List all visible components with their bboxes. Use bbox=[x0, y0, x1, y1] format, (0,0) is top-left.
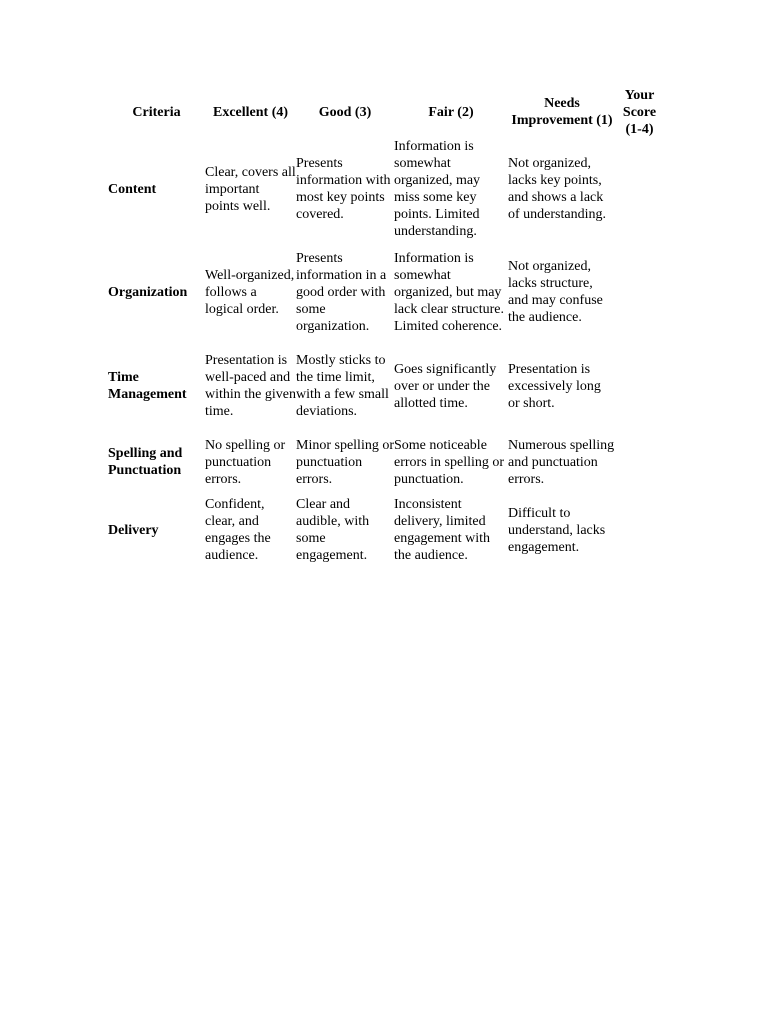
criteria-cell: Organization bbox=[108, 284, 188, 300]
header-fair: Fair (2) bbox=[428, 104, 474, 120]
rubric-header bbox=[108, 86, 663, 138]
good-cell: Minor spelling or punctuation errors. bbox=[296, 437, 394, 487]
table-row bbox=[108, 138, 663, 240]
needs-improvement-cell: Not organized, lacks key points, and shows a lack of understanding. bbox=[508, 156, 606, 222]
rubric-body bbox=[108, 138, 663, 564]
table-row bbox=[108, 344, 663, 428]
good-cell: Presents information with most key points covered. bbox=[296, 156, 391, 222]
score-cell[interactable] bbox=[616, 344, 663, 428]
excellent-cell: No spelling or punctuation errors. bbox=[205, 437, 286, 487]
good-cell: Presents information in a good order with some organization. bbox=[296, 250, 387, 334]
fair-cell: Some noticeable errors in spelling or punctuation. bbox=[394, 437, 505, 487]
score-cell[interactable] bbox=[616, 138, 663, 240]
fair-cell: Information is somewhat organized, may miss some key points. Limited understanding. bbox=[394, 139, 481, 239]
header-needs-improvement: Needs Improvement (1) bbox=[511, 96, 613, 128]
criteria-cell: Time Management bbox=[108, 370, 187, 402]
good-cell: Mostly sticks to the time limit, with a few small deviations. bbox=[296, 353, 389, 419]
excellent-cell: Well-organized, follows a logical order. bbox=[205, 267, 295, 317]
needs-improvement-cell: Presentation is excessively long or short. bbox=[508, 361, 601, 411]
needs-improvement-cell: Numerous spelling and punctuation errors. bbox=[508, 437, 615, 487]
table-row bbox=[108, 240, 663, 344]
good-cell: Clear and audible, with some engagement. bbox=[296, 497, 370, 563]
fair-cell: Inconsistent delivery, limited engagement with the audience. bbox=[394, 497, 491, 563]
fair-cell: Goes significantly over or under the allotted time. bbox=[394, 361, 497, 411]
criteria-cell: Delivery bbox=[108, 522, 159, 538]
needs-improvement-cell: Not organized, lacks structure, and may confuse the audience. bbox=[508, 259, 603, 325]
score-cell[interactable] bbox=[616, 240, 663, 344]
header-row bbox=[108, 86, 663, 138]
excellent-cell: Confident, clear, and engages the audience. bbox=[205, 497, 271, 563]
fair-cell: Information is somewhat organized, but may lack clear structure. Limited coherence. bbox=[394, 250, 504, 334]
criteria-cell: Content bbox=[108, 181, 157, 197]
score-cell[interactable] bbox=[616, 428, 663, 496]
header-your-score: Your Score (1-4) bbox=[622, 87, 657, 137]
score-cell[interactable] bbox=[616, 496, 663, 564]
excellent-cell: Presentation is well-paced and within the given time. bbox=[205, 353, 296, 419]
header-excellent: Excellent (4) bbox=[212, 104, 289, 120]
criteria-cell: Spelling and Punctuation bbox=[108, 446, 183, 478]
table-row bbox=[108, 496, 663, 564]
header-good: Good (3) bbox=[318, 104, 372, 120]
excellent-cell: Clear, covers all important points well. bbox=[205, 164, 296, 214]
needs-improvement-cell: Difficult to understand, lacks engagement. bbox=[508, 505, 606, 555]
rubric-table bbox=[108, 86, 663, 564]
header-criteria: Criteria bbox=[132, 104, 181, 120]
table-row bbox=[108, 428, 663, 496]
